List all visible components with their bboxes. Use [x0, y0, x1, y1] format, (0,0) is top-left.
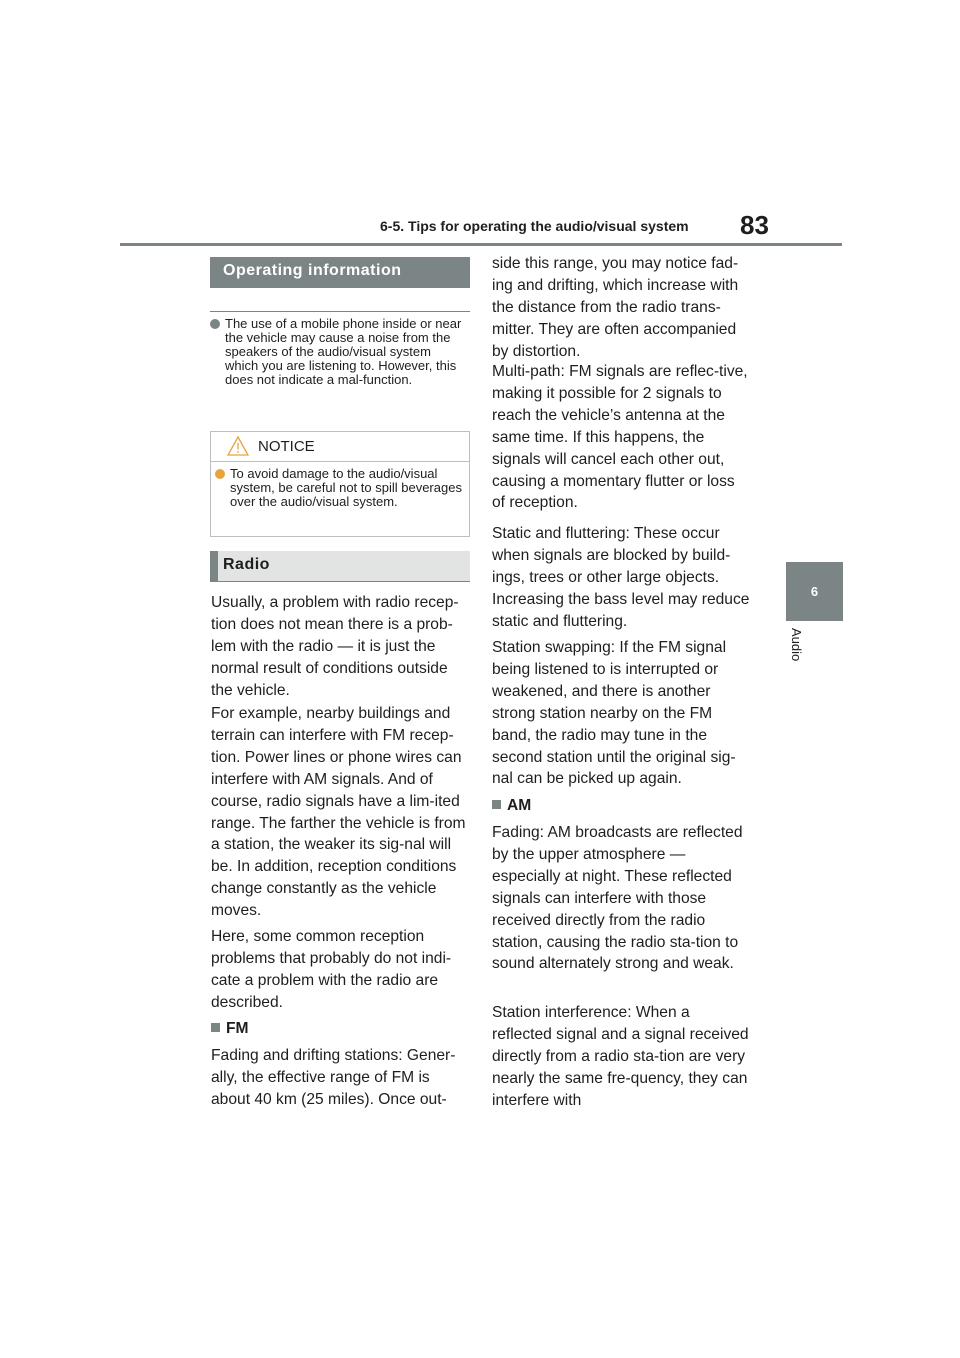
notice-box	[210, 431, 470, 537]
fm-paragraph-2: Multi-path: FM signals are reflec-tive, making it possible for 2 signals to reach the vehicle’s antenna at the same time. If this happens, the signals will cancel each other out, causing a momentary flutter or loss of reception.	[492, 363, 748, 512]
section-title: Radio	[223, 556, 270, 573]
bullet-icon	[215, 469, 225, 479]
radio-paragraph-2: For example, nearby buildings and terrain can interfere with FM recep-tion. Power lines or phone wires can interfere with AM signals. And of course, radio signals have a lim-ited range. The farther the vehicle is from a station, the weaker its sig-nal will be. In addition, reception conditions change constantly as the vehicle moves.	[211, 705, 466, 920]
fm-paragraph-4: Station swapping: If the FM signal being listened to is interrupted or weakened, and there is another strong station nearby on the FM band, the radio may tune in the second station until the original sig-nal can be picked up again.	[492, 639, 736, 788]
chapter-tab: 6	[786, 562, 843, 621]
notice-title: NOTICE	[258, 438, 315, 455]
fm-paragraph-1: Fading and drifting stations: Gener-ally, the effective range of FM is about 40 km (25 miles). Once out-	[211, 1047, 456, 1108]
header-title: 6-5. Tips for operating the audio/visual system	[380, 218, 689, 234]
page-number: 83	[740, 210, 769, 240]
section-divider	[210, 311, 470, 312]
fm-paragraph-1-continued: side this range, you may notice fad-ing and drifting, which increase with the distance from the radio trans-mitter. They are often accompanied by distortion.	[492, 255, 739, 360]
notice-header	[211, 432, 469, 462]
am-paragraph-1: Fading: AM broadcasts are reflected by the upper atmosphere — especially at night. These reflected signals can interfere with those received directly from the radio station, causing the radio sta-tion to sound alternately strong and weak.	[492, 824, 743, 973]
bullet-text: To avoid damage to the audio/visual system, be careful not to spill beverages over the audio/visual system.	[230, 466, 462, 509]
notice-bullet	[215, 467, 463, 509]
am-heading-text: AM	[507, 797, 532, 814]
fm-heading	[211, 1020, 249, 1038]
am-paragraph-2: Station interference: When a reflected signal and a signal received directly from a radio sta-tion are very nearly the same fre-quency, they can interfere with	[492, 1004, 749, 1109]
square-bullet-icon	[492, 800, 501, 809]
square-bullet-icon	[211, 1023, 220, 1032]
section-header-radio	[210, 551, 470, 582]
warning-triangle-icon	[227, 436, 249, 456]
radio-paragraph-3: Here, some common reception problems that probably do not indi-cate a problem with the radio are described.	[211, 928, 452, 1011]
fm-paragraph-3: Static and fluttering: These occur when signals are blocked by build-ings, trees or other large objects. Increasing the bass level may reduce static and fluttering.	[492, 525, 750, 630]
fm-heading-text: FM	[226, 1020, 249, 1037]
bullet-icon	[210, 319, 220, 329]
section-header-operating-information	[210, 257, 470, 288]
bullet-text: The use of a mobile phone inside or near the vehicle may cause a noise from the speakers of the audio/visual system which you are listening to. However, this does not indicate a mal-function.	[225, 316, 462, 387]
am-heading	[492, 797, 531, 815]
operating-info-bullet	[210, 317, 465, 387]
chapter-label: Audio	[789, 628, 804, 662]
radio-paragraph-1: Usually, a problem with radio recep-tion does not mean there is a prob-lem with the radio — it is just the normal result of conditions outside the vehicle.	[211, 594, 459, 699]
header-rule	[120, 243, 842, 246]
section-title: Operating information	[223, 262, 402, 279]
